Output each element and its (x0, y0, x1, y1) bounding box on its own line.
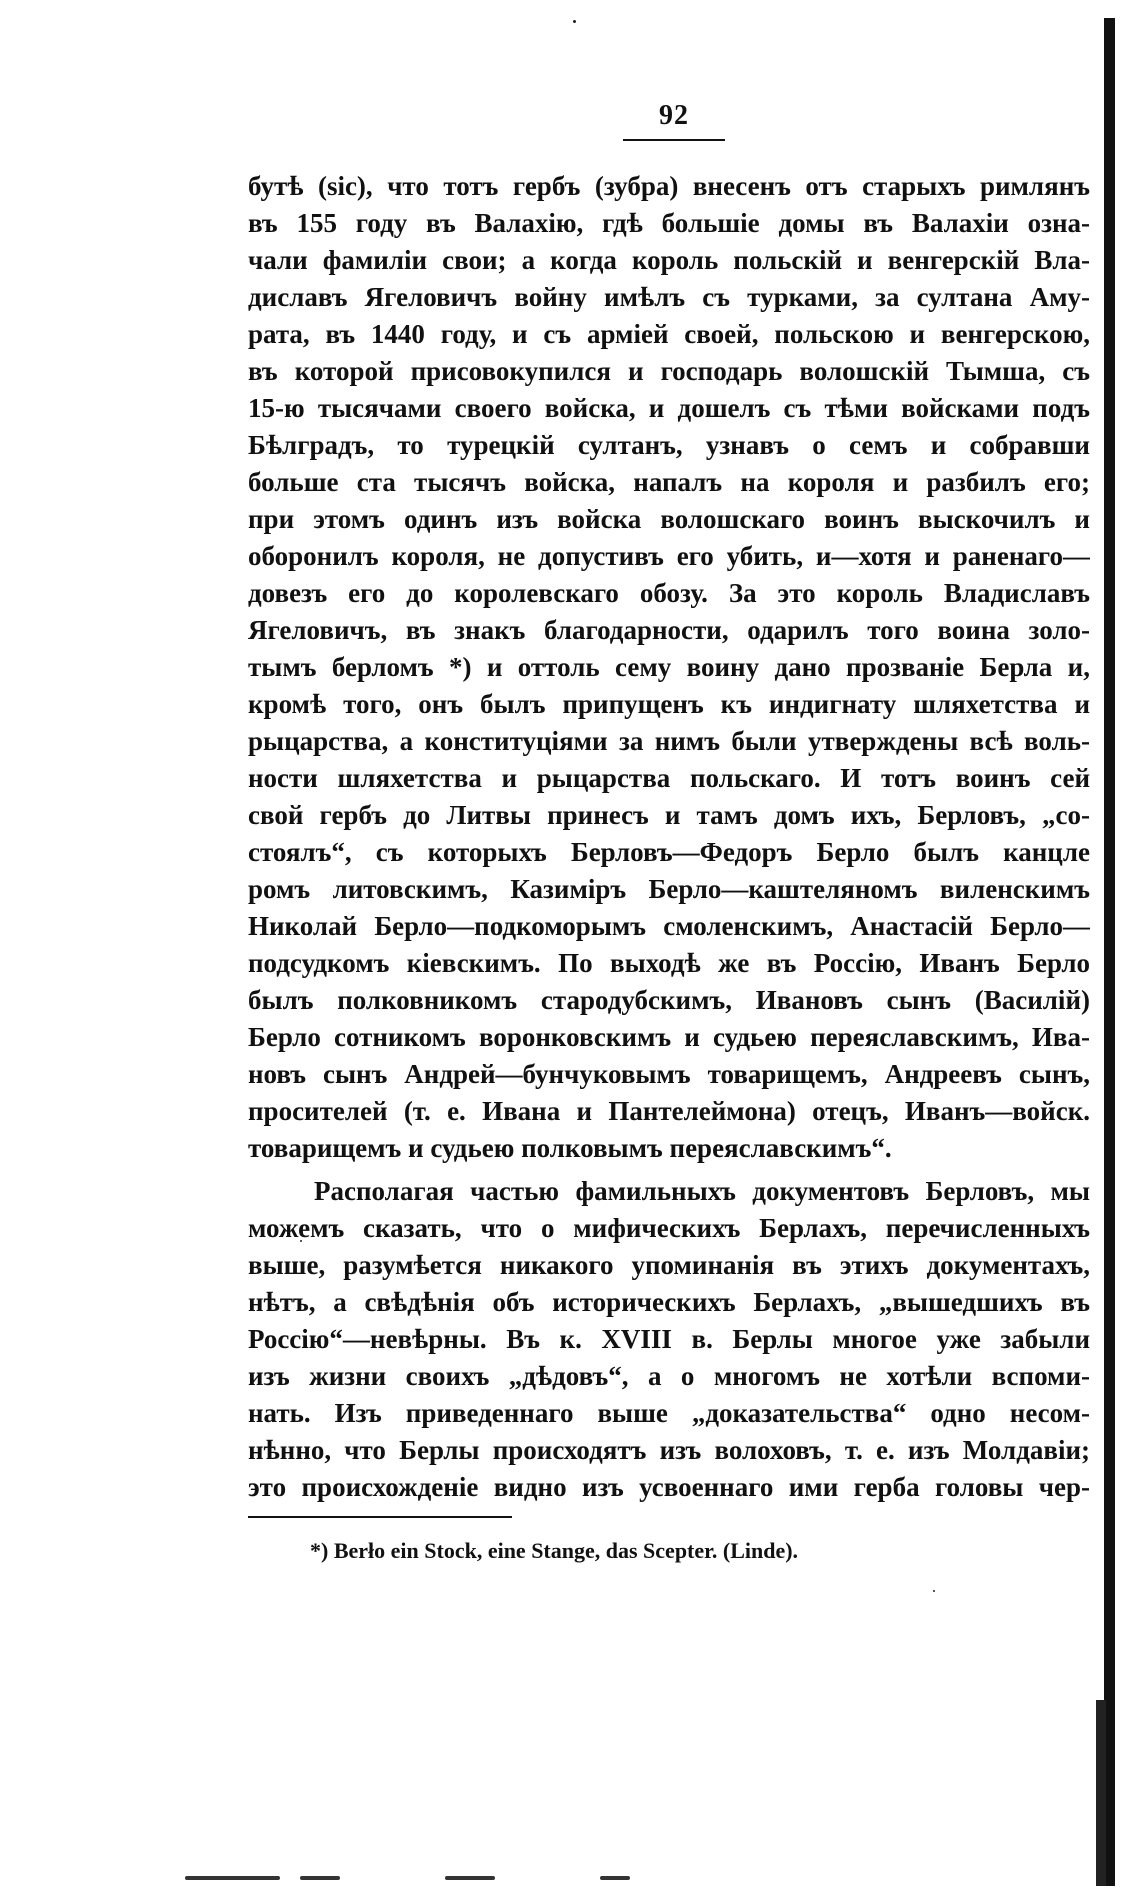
text-line: довезъ его до королевскаго обозу. За это король Владиславъ (248, 578, 1090, 608)
text-line: въ 155 году въ Валахію, гдѣ большіе домы въ Валахіи озна- (248, 208, 1090, 238)
text-line: чали фамиліи свои; а когда король польскій и венгерскій Вла- (248, 245, 1090, 275)
footnote: *) Berło ein Stock, eine Stange, das Scepter. (Linde). (310, 1538, 799, 1563)
text-line: Бѣлградъ, то турецкій султанъ, узнавъ о семъ и собравши (248, 430, 1090, 460)
text-line: былъ полковникомъ стародубскимъ, Ивановъ сынъ (Василій) (248, 985, 1090, 1015)
page-edge-lip (1096, 1700, 1106, 1886)
text-line: ности шляхетства и рыцарства польскаго. И тотъ воинъ сей (248, 763, 1090, 793)
text-line: кромѣ того, онъ былъ припущенъ къ индигнату шляхетства и (248, 689, 1090, 719)
text-line: свой гербъ до Литвы принесъ и тамъ домъ ихъ, Берловъ, „со- (248, 800, 1090, 830)
text-line: рата, въ 1440 году, и съ арміей своей, польскою и венгерскою, (248, 319, 1090, 349)
text-line: это происхожденіе видно изъ усвоеннаго ими герба головы чер- (248, 1472, 1090, 1502)
text-line: въ которой присовокупился и господарь волошскій Тымша, съ (248, 356, 1090, 386)
footnote-rule (248, 1516, 512, 1518)
text-line: бутѣ (sic), что тотъ гербъ (зубра) внесенъ отъ старыхъ римлянъ (248, 171, 1090, 201)
body-text (248, 168, 1090, 1506)
text-line: Располагая частью фамильныхъ документовъ Берловъ, мы (314, 1176, 1090, 1206)
text-line: просителей (т. е. Ивана и Пантелеймона) отецъ, Иванъ—войск. (248, 1096, 1090, 1126)
text-line: диславъ Ягеловичъ войну имѣлъ съ турками, за султана Аму- (248, 282, 1090, 312)
text-line: можемъ сказать, что о мифическихъ Берлахъ, перечисленныхъ (248, 1213, 1090, 1243)
text-line: выше, разумѣется никакого упоминанія въ этихъ документахъ, (248, 1250, 1090, 1280)
page-edge-shadow (1104, 18, 1115, 1886)
scan-smudge (445, 1876, 495, 1880)
text-line: нать. Изъ приведеннаго выше „доказательства“ одно несом- (248, 1398, 1090, 1428)
scan-speck (933, 1590, 935, 1592)
text-line: ромъ литовскимъ, Казиміръ Берло—каштеляномъ виленскимъ (248, 874, 1090, 904)
text-line: Ягеловичъ, въ знакъ благодарности, одарилъ того воина золо- (248, 615, 1090, 645)
text-line: изъ жизни своихъ „дѣдовъ“, а о многомъ не хотѣли вспоми- (248, 1361, 1090, 1391)
scan-smudge (600, 1876, 630, 1880)
page-number: 92 (659, 100, 689, 131)
scan-smudge (185, 1876, 280, 1880)
text-line: нѣтъ, а свѣдѣнія объ историческихъ Берлахъ, „вышедшихъ въ (248, 1287, 1090, 1317)
text-line: товарищемъ и судьею полковымъ переяславскимъ“. (248, 1133, 892, 1163)
text-line: Берло сотникомъ воронковскимъ и судьею переяславскимъ, Ива- (248, 1022, 1090, 1052)
page-number-rule (623, 139, 725, 141)
text-line: тымъ берломъ *) и оттоль сему воину дано прозваніе Берла и, (248, 652, 1090, 682)
text-line: подсудкомъ кіевскимъ. По выходѣ же въ Россію, Иванъ Берло (248, 948, 1090, 978)
text-line: новъ сынъ Андрей—бунчуковымъ товарищемъ, Андреевъ сынъ, (248, 1059, 1090, 1089)
text-line: нѣнно, что Берлы происходятъ изъ волоховъ, т. е. изъ Молдавіи; (248, 1435, 1090, 1465)
text-line: рыцарства, а конституціями за нимъ были утверждены всѣ воль- (248, 726, 1090, 756)
text-line: при этомъ одинъ изъ войска волошскаго воинъ выскочилъ и (248, 504, 1090, 534)
text-line: больше ста тысячъ войска, напалъ на короля и разбилъ его; (248, 467, 1090, 497)
scan-speck (573, 20, 576, 23)
scan-smudge (300, 1876, 340, 1880)
text-line: Россію“—невѣрны. Въ к. XVIII в. Берлы многое уже забыли (248, 1324, 1090, 1354)
text-line: стоялъ“, съ которыхъ Берловъ—Федоръ Берло былъ канцле (248, 837, 1090, 867)
text-line: оборонилъ короля, не допустивъ его убить, и—хотя и раненаго— (248, 541, 1090, 571)
text-line: Николай Берло—подкоморымъ смоленскимъ, Анастасій Берло— (248, 911, 1090, 941)
text-line: 15-ю тысячами своего войска, и дошелъ съ тѣми войсками подъ (248, 393, 1090, 423)
